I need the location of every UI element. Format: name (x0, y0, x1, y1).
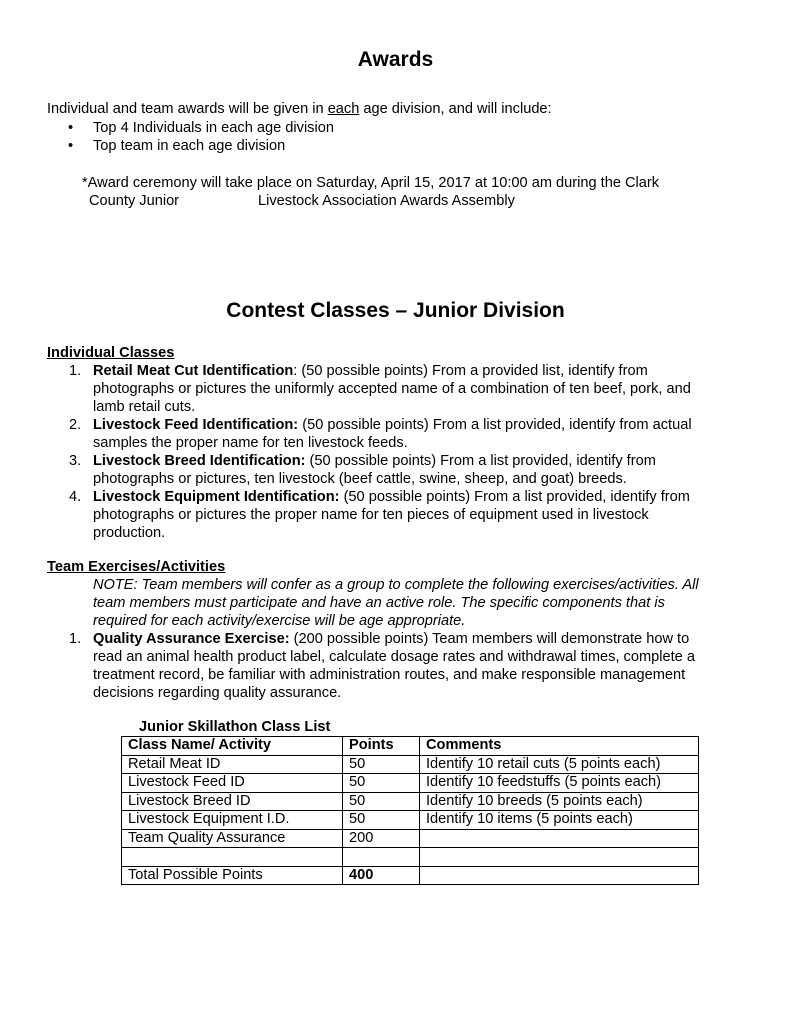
awards-bullet-item: • Top team in each age division (68, 137, 334, 155)
contest-heading: Contest Classes – Junior Division (226, 299, 565, 322)
item-number: 3. (69, 453, 82, 469)
item-text-line: lamb retail cuts. (93, 399, 196, 415)
table-row (122, 755, 699, 774)
awards-intro-emphasis: each (327, 101, 360, 117)
team-exercise-item (69, 630, 749, 702)
item-title: Quality Assurance Exercise: (93, 631, 290, 647)
table-cell (122, 848, 343, 867)
column-header-points: Points (343, 737, 420, 756)
item-text-line: (50 possible points) From a provided list, identify from (301, 363, 648, 379)
table-cell (420, 866, 699, 885)
table-row (122, 829, 699, 848)
table-cell: Livestock Breed ID (122, 792, 343, 811)
item-title: Livestock Breed Identification: (93, 453, 306, 469)
table-cell: Identify 10 feedstuffs (5 points each) (420, 774, 699, 793)
team-note-line: NOTE: Team members will confer as a group to complete the following exercises/activities. All (93, 577, 699, 593)
table-cell: 200 (343, 829, 420, 848)
item-text-line: photographs or pictures the proper name for ten pieces of equipment used in livestock (93, 507, 649, 523)
individual-class-item (69, 416, 749, 452)
individual-class-item (69, 488, 749, 542)
table-cell (420, 848, 699, 867)
item-text-line: decisions regarding quality assurance. (93, 685, 342, 701)
team-note-line: team members must participate and have an active role. The specific components that is (93, 595, 665, 611)
class-list-table (121, 736, 699, 885)
table-cell: Livestock Equipment I.D. (122, 811, 343, 830)
ceremony-note-line-2b: Livestock Association Awards Assembly (258, 193, 515, 209)
table-cell: Retail Meat ID (122, 755, 343, 774)
table-row (122, 811, 699, 830)
item-title: Retail Meat Cut Identification (93, 363, 294, 379)
awards-intro-text-2: age division, and will include: (359, 101, 552, 117)
team-note (93, 576, 753, 630)
item-number: 1. (69, 363, 82, 379)
item-number: 1. (69, 631, 82, 647)
item-text-line: read an animal health product label, calculate dosage rates and withdrawal times, complete a (93, 649, 695, 665)
team-exercises-list (69, 630, 749, 702)
table-row (122, 774, 699, 793)
class-list-caption: Junior Skillathon Class List (139, 719, 331, 735)
ceremony-note-line-1: *Award ceremony will take place on Saturday, April 15, 2017 at 10:00 am during the Clark (82, 175, 660, 191)
item-text-line: photographs or pictures the uniformly accepted name of a combination of ten beef, pork, and (93, 381, 691, 397)
item-number: 2. (69, 417, 82, 433)
item-text-line: samples the proper name for ten livestock feeds. (93, 435, 408, 451)
item-text-line: (50 possible points) From a list provided, identify from (343, 489, 690, 505)
table-row (122, 792, 699, 811)
team-note-line: required for each activity/exercise will be age appropriate. (93, 613, 466, 629)
table-cell: Identify 10 items (5 points each) (420, 811, 699, 830)
item-text-line: photographs or pictures, ten livestock (beef cattle, swine, sheep, and goat) breeds. (93, 471, 627, 487)
individual-class-item (69, 452, 749, 488)
item-text-line: (200 possible points) Team members will demonstrate how to (293, 631, 690, 647)
item-title: Livestock Equipment Identification: (93, 489, 340, 505)
item-title: Livestock Feed Identification: (93, 417, 299, 433)
individual-classes-heading: Individual Classes (47, 345, 175, 361)
awards-bullet-list (68, 119, 334, 155)
item-text-line: treatment record, be familiar with administration routes, and make responsible management (93, 667, 686, 683)
item-text-line: (50 possible points) From a list provided, identify from (309, 453, 656, 469)
table-cell (343, 848, 420, 867)
item-number: 4. (69, 489, 82, 505)
awards-intro-text-1: Individual and team awards will be given in (47, 101, 328, 117)
table-cell (420, 829, 699, 848)
awards-heading: Awards (357, 48, 434, 71)
table-cell: 50 (343, 755, 420, 774)
table-cell: Team Quality Assurance (122, 829, 343, 848)
table-header-row (122, 737, 699, 756)
item-text-line: production. (93, 525, 166, 541)
table-cell: 50 (343, 774, 420, 793)
item-separator: : (293, 363, 302, 379)
table-cell: Identify 10 retail cuts (5 points each) (420, 755, 699, 774)
total-points-cell: 400 (343, 866, 420, 885)
table-cell: 50 (343, 811, 420, 830)
column-header-class-name: Class Name/ Activity (122, 737, 343, 756)
table-row-empty (122, 848, 699, 867)
ceremony-note-line-2a: County Junior (89, 193, 180, 209)
individual-class-item (69, 362, 749, 416)
column-header-comments: Comments (420, 737, 699, 756)
individual-classes-list (69, 362, 749, 542)
table-cell: 50 (343, 792, 420, 811)
table-cell: Total Possible Points (122, 866, 343, 885)
awards-intro (47, 100, 552, 118)
table-total-row (122, 866, 699, 885)
item-text-line: (50 possible points) From a list provided, identify from actual (302, 417, 692, 433)
table-cell: Identify 10 breeds (5 points each) (420, 792, 699, 811)
table-cell: Livestock Feed ID (122, 774, 343, 793)
awards-bullet-item: • Top 4 Individuals in each age division (68, 119, 334, 137)
team-exercises-heading: Team Exercises/Activities (47, 559, 226, 575)
